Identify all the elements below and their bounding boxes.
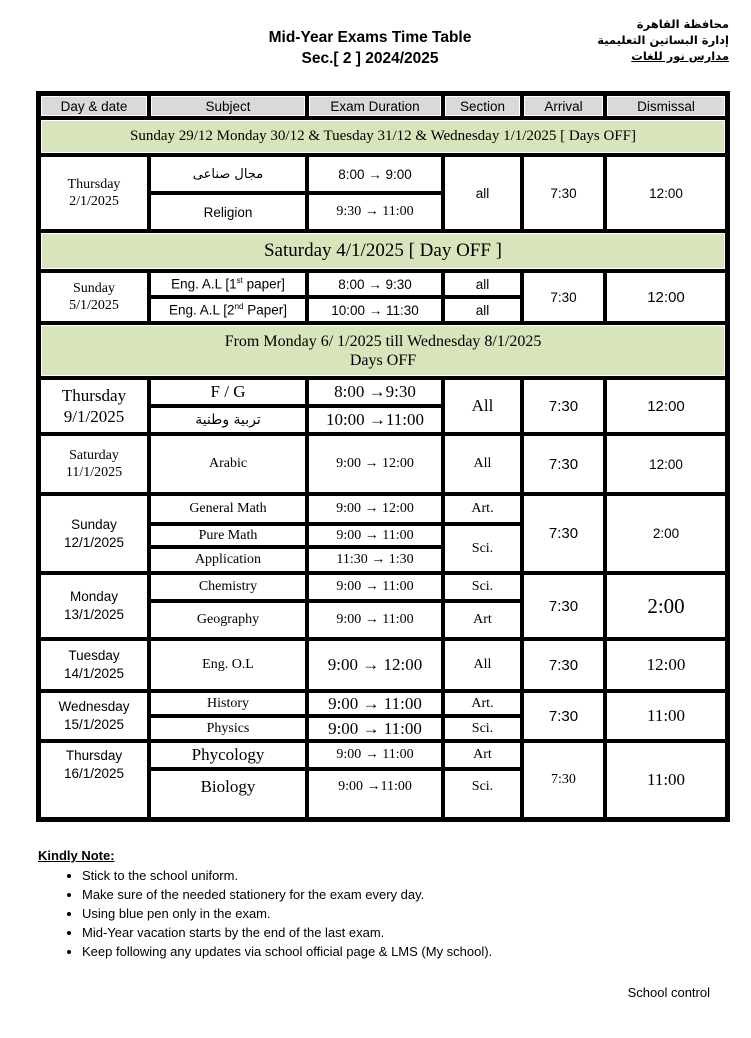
section-cell: all bbox=[443, 297, 522, 323]
duration-cell: 10:00 →11:00 bbox=[307, 406, 443, 434]
col-header-subject: Subject bbox=[149, 94, 307, 118]
duration-cell: 9:00 → 11:00 bbox=[307, 524, 443, 547]
arrival-cell: 7:30 bbox=[522, 494, 605, 573]
signature: School control bbox=[627, 985, 710, 1000]
table-row bbox=[39, 494, 727, 524]
subject-cell: History bbox=[149, 691, 307, 716]
dismissal-cell: 12:00 bbox=[605, 378, 727, 434]
table-row bbox=[39, 691, 727, 716]
day-cell bbox=[39, 378, 149, 434]
arrival-cell: 7:30 bbox=[522, 271, 605, 323]
table-row bbox=[39, 271, 727, 297]
subject-cell: تربية وطنية bbox=[149, 406, 307, 434]
note-item: • Mid-Year vacation starts by the end of the last exam. bbox=[82, 923, 492, 942]
day-cell bbox=[39, 271, 149, 323]
day-name: Tuesday bbox=[68, 648, 120, 663]
table-row bbox=[39, 434, 727, 494]
dismissal-cell: 11:00 bbox=[605, 691, 727, 741]
dismissal-cell: 11:00 bbox=[605, 741, 727, 819]
duration-cell: 9:00 →11:00 bbox=[307, 769, 443, 819]
day-date: 9/1/2025 bbox=[63, 407, 125, 426]
day-cell bbox=[39, 155, 149, 231]
day-name: Wednesday bbox=[58, 699, 130, 714]
subject-cell: Eng. A.L [1st paper] bbox=[149, 271, 307, 297]
dismissal-cell: 12:00 bbox=[605, 271, 727, 323]
arrival-cell: 7:30 bbox=[522, 434, 605, 494]
subject-cell: Biology bbox=[149, 769, 307, 819]
day-date: 11/1/2025 bbox=[65, 465, 123, 480]
subject-cell: Eng. A.L [2nd Paper] bbox=[149, 297, 307, 323]
school-header bbox=[597, 16, 729, 64]
day-name: Thursday bbox=[61, 386, 127, 405]
subject-cell: مجال صناعى bbox=[149, 155, 307, 193]
day-date: 12/1/2025 bbox=[63, 534, 125, 550]
day-date: 2/1/2025 bbox=[69, 194, 119, 209]
subject-cell: Application bbox=[149, 547, 307, 573]
section-cell: All bbox=[443, 639, 522, 691]
table-row bbox=[39, 573, 727, 601]
page-title bbox=[220, 27, 520, 69]
day-cell bbox=[39, 573, 149, 639]
school-name: مدارس نور للغات bbox=[631, 49, 729, 63]
title-line-2: Sec.[ 2 ] 2024/2025 bbox=[301, 50, 439, 67]
days-off-row bbox=[39, 118, 727, 155]
arrival-cell: 7:30 bbox=[522, 639, 605, 691]
duration-cell: 9:00 → 12:00 bbox=[307, 494, 443, 524]
section-cell: Sci. bbox=[443, 573, 522, 601]
duration-cell: 10:00 → 11:30 bbox=[307, 297, 443, 323]
day-date: 14/1/2025 bbox=[63, 666, 125, 681]
note-item: • Using blue pen only in the exam. bbox=[82, 904, 492, 923]
section-cell: Art bbox=[443, 601, 522, 639]
duration-cell: 9:00 → 12:00 bbox=[307, 639, 443, 691]
day-name: Thursday bbox=[65, 748, 123, 763]
day-cell bbox=[39, 434, 149, 494]
duration-cell: 9:00 → 11:00 bbox=[307, 716, 443, 741]
day-date: 13/1/2025 bbox=[63, 607, 125, 622]
dismissal-cell: 12:00 bbox=[605, 155, 727, 231]
section-cell: Art. bbox=[443, 494, 522, 524]
table-header-row bbox=[39, 94, 727, 118]
day-date: 15/1/2025 bbox=[63, 717, 125, 732]
subject-cell: General Math bbox=[149, 494, 307, 524]
section-cell: Sci. bbox=[443, 769, 522, 819]
duration-cell: 9:30 → 11:00 bbox=[307, 193, 443, 231]
days-off-note: From Monday 6/ 1/2025 till Wednesday 8/1/2025 Days OFF bbox=[39, 323, 727, 378]
duration-cell: 11:30 → 1:30 bbox=[307, 547, 443, 573]
table-row bbox=[39, 378, 727, 406]
col-header-dismissal: Dismissal bbox=[605, 94, 727, 118]
duration-cell: 8:00 → 9:00 bbox=[307, 155, 443, 193]
day-off-note: Saturday 4/1/2025 [ Day OFF ] bbox=[39, 231, 727, 271]
table-row bbox=[39, 741, 727, 769]
subject-cell: Physics bbox=[149, 716, 307, 741]
duration-cell: 9:00 → 11:00 bbox=[307, 601, 443, 639]
day-off-row bbox=[39, 231, 727, 271]
days-off-row bbox=[39, 323, 727, 378]
arrival-cell: 7:30 bbox=[522, 691, 605, 741]
subject-cell: Arabic bbox=[149, 434, 307, 494]
note-item: • Stick to the school uniform. bbox=[82, 866, 492, 885]
subject-cell: Eng. O.L bbox=[149, 639, 307, 691]
arrival-cell: 7:30 bbox=[522, 741, 605, 819]
section-cell: Art bbox=[443, 741, 522, 769]
section-cell: all bbox=[443, 271, 522, 297]
day-date: 16/1/2025 bbox=[63, 766, 125, 781]
section-cell: All bbox=[443, 378, 522, 434]
dismissal-cell: 12:00 bbox=[605, 639, 727, 691]
day-cell bbox=[39, 494, 149, 573]
day-name: Sunday bbox=[73, 281, 115, 296]
subject-cell: Chemistry bbox=[149, 573, 307, 601]
section-cell: Art. bbox=[443, 691, 522, 716]
duration-cell: 9:00 → 12:00 bbox=[307, 434, 443, 494]
table-row bbox=[39, 155, 727, 193]
day-name: Thursday bbox=[67, 177, 121, 192]
day-name: Saturday bbox=[69, 448, 119, 463]
title-line-1: Mid-Year Exams Time Table bbox=[268, 29, 472, 46]
administration: إدارة البساتين التعليمية bbox=[597, 33, 729, 47]
section-cell: all bbox=[443, 155, 522, 231]
day-date: 5/1/2025 bbox=[69, 298, 119, 313]
duration-cell: 8:00 →9:30 bbox=[307, 378, 443, 406]
day-cell bbox=[39, 639, 149, 691]
day-cell bbox=[39, 741, 149, 819]
subject-cell: F / G bbox=[149, 378, 307, 406]
col-header-arrival: Arrival bbox=[522, 94, 605, 118]
col-header-duration: Exam Duration bbox=[307, 94, 443, 118]
col-header-day: Day & date bbox=[39, 94, 149, 118]
notes-section bbox=[38, 848, 492, 961]
notes-title: Kindly Note: bbox=[38, 848, 115, 863]
governorate: محافظة القاهرة bbox=[636, 17, 729, 31]
dismissal-cell: 2:00 bbox=[605, 494, 727, 573]
timetable bbox=[36, 91, 730, 822]
day-cell bbox=[39, 691, 149, 741]
section-cell: Sci. bbox=[443, 716, 522, 741]
duration-cell: 9:00 → 11:00 bbox=[307, 573, 443, 601]
subject-cell: Geography bbox=[149, 601, 307, 639]
arrival-cell: 7:30 bbox=[522, 378, 605, 434]
dismissal-cell: 2:00 bbox=[605, 573, 727, 639]
arrival-cell: 7:30 bbox=[522, 155, 605, 231]
table-row bbox=[39, 639, 727, 691]
arrival-cell: 7:30 bbox=[522, 573, 605, 639]
col-header-section: Section bbox=[443, 94, 522, 118]
day-name: Sunday bbox=[71, 516, 117, 532]
duration-cell: 9:00 → 11:00 bbox=[307, 741, 443, 769]
subject-cell: Pure Math bbox=[149, 524, 307, 547]
subject-cell: Religion bbox=[149, 193, 307, 231]
day-name: Monday bbox=[69, 589, 119, 604]
days-off-note: Sunday 29/12 Monday 30/12 & Tuesday 31/12 & Wednesday 1/1/2025 [ Days OFF] bbox=[39, 118, 727, 155]
section-cell: Sci. bbox=[443, 524, 522, 573]
duration-cell: 9:00 → 11:00 bbox=[307, 691, 443, 716]
section-cell: All bbox=[443, 434, 522, 494]
note-item: • Make sure of the needed stationery for the exam every day. bbox=[82, 885, 492, 904]
duration-cell: 8:00 → 9:30 bbox=[307, 271, 443, 297]
notes-list bbox=[38, 866, 492, 961]
note-item: • Keep following any updates via school official page & LMS (My school). bbox=[82, 942, 492, 961]
dismissal-cell: 12:00 bbox=[605, 434, 727, 494]
subject-cell: Phycology bbox=[149, 741, 307, 769]
